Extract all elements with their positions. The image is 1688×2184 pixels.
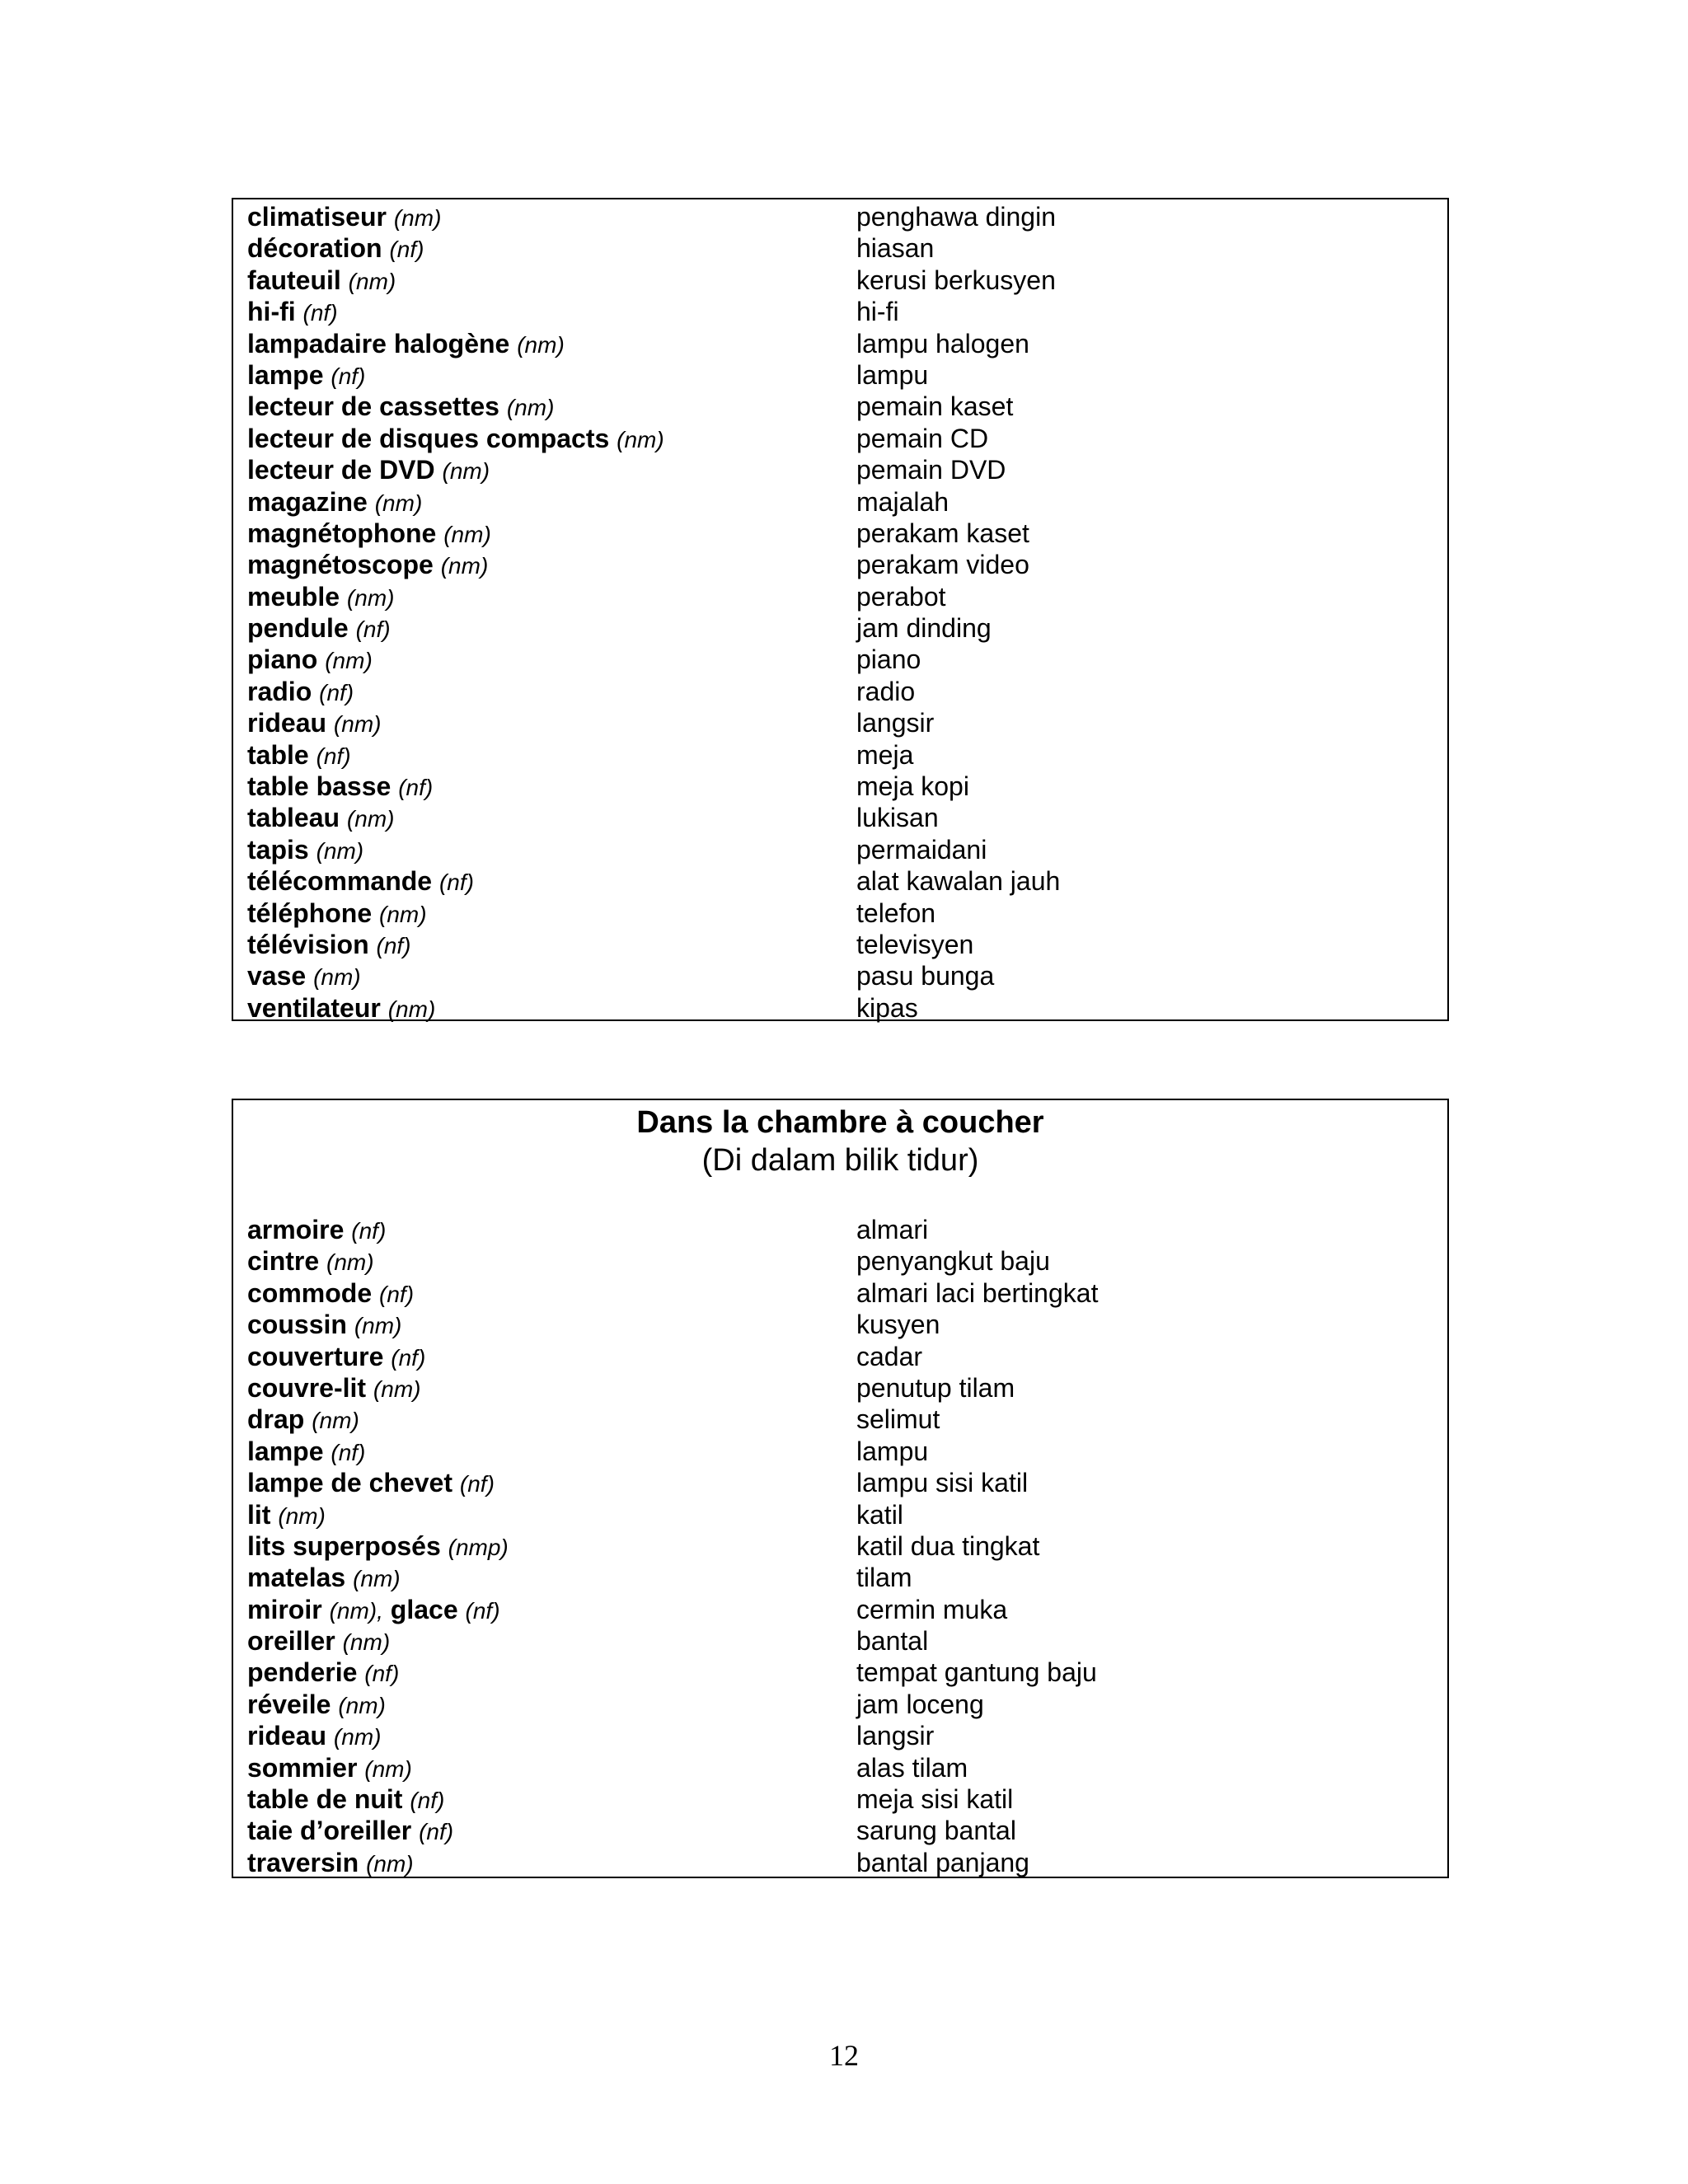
malay-translation: jam loceng [856, 1689, 984, 1719]
french-word: tapis [247, 834, 309, 865]
french-word: tableau [247, 803, 340, 833]
french-word: magnétoscope [247, 550, 434, 580]
french-word: rideau [247, 708, 327, 738]
part-of-speech: (nf) [419, 1819, 454, 1845]
malay-translation: majalah [856, 486, 950, 517]
part-of-speech: (nm) [348, 268, 396, 294]
french-term [247, 1341, 425, 1374]
part-of-speech: (nm) [346, 806, 395, 832]
french-term [247, 201, 441, 234]
vocabulary-row [233, 1341, 1447, 1372]
vocabulary-row [233, 1467, 1447, 1498]
french-word: fauteuil [247, 265, 341, 295]
french-term [247, 1815, 453, 1848]
french-word: couvre-lit [247, 1372, 367, 1403]
malay-translation: telefon [856, 898, 936, 928]
french-term [247, 232, 424, 265]
malay-translation: kerusi berkusyen [856, 265, 1056, 295]
malay-translation: penghawa dingin [856, 202, 1056, 232]
malay-translation: penyangkut baju [856, 1246, 1050, 1277]
vocabulary-row [233, 232, 1447, 264]
malay-translation: tempat gantung baju [856, 1657, 1097, 1688]
malay-translation: pemain kaset [856, 391, 1014, 422]
malay-translation: langsir [856, 1721, 935, 1751]
french-word: vase [247, 961, 307, 991]
part-of-speech: (nm) [326, 1249, 374, 1276]
vocabulary-row [233, 328, 1447, 359]
part-of-speech: (nm), [329, 1597, 383, 1624]
french-term [247, 739, 351, 772]
vocabulary-row [233, 1245, 1447, 1277]
vocabulary-row [233, 1214, 1447, 1245]
malay-translation: katil [856, 1499, 903, 1530]
french-word: table [247, 739, 309, 770]
malay-translation: perabot [856, 581, 946, 612]
vocabulary-rows [233, 201, 1447, 1024]
vocabulary-row [233, 265, 1447, 296]
french-term [247, 581, 394, 614]
french-word: cintre [247, 1246, 320, 1277]
vocabulary-row [233, 391, 1447, 422]
french-word: réveile [247, 1689, 331, 1719]
french-word: télévision [247, 929, 369, 959]
malay-translation: permaidani [856, 834, 987, 865]
part-of-speech: (nm) [364, 1755, 412, 1782]
french-word: radio [247, 676, 312, 706]
malay-translation: lukisan [856, 803, 939, 833]
vocabulary-row [233, 359, 1447, 391]
vocabulary-row [233, 518, 1447, 549]
french-word: oreiller [247, 1626, 335, 1657]
vocabulary-row [233, 1783, 1447, 1815]
malay-translation: almari [856, 1215, 929, 1244]
french-term [247, 1436, 365, 1469]
page-number: 12 [829, 2039, 859, 2072]
part-of-speech: (nm) [440, 553, 489, 579]
french-term [247, 1309, 401, 1342]
french-term [247, 1594, 500, 1627]
malay-translation: meja [856, 739, 914, 770]
vocabulary-row [233, 771, 1447, 802]
part-of-speech: (nf) [319, 679, 354, 705]
french-word: table basse [247, 771, 392, 802]
part-of-speech: (nm) [313, 964, 361, 991]
vocabulary-row [233, 802, 1447, 833]
french-term [247, 802, 394, 835]
french-word: lampadaire halogène [247, 328, 510, 359]
part-of-speech: (nm) [333, 711, 382, 738]
part-of-speech: (nf) [331, 363, 366, 389]
malay-translation: lampu sisi katil [856, 1468, 1029, 1498]
part-of-speech: (nf) [410, 1788, 445, 1814]
part-of-speech: (nm) [379, 901, 427, 927]
french-word: coussin [247, 1310, 347, 1340]
vocabulary-row [233, 1657, 1447, 1688]
french-term [247, 644, 373, 677]
french-term [247, 898, 427, 930]
malay-translation: pasu bunga [856, 961, 995, 991]
part-of-speech: (nm) [393, 205, 442, 231]
part-of-speech: (nf) [351, 1218, 387, 1244]
french-term [247, 1562, 401, 1595]
french-term [247, 612, 391, 645]
vocabulary-row [233, 1689, 1447, 1720]
part-of-speech: (nf) [389, 237, 424, 263]
malay-translation: piano [856, 644, 921, 675]
french-word: ventilateur [247, 992, 381, 1023]
part-of-speech: (nm) [443, 521, 491, 547]
french-term [247, 929, 411, 962]
french-word: matelas [247, 1563, 346, 1593]
vocabulary-row [233, 676, 1447, 707]
french-word: armoire [247, 1215, 345, 1244]
malay-translation: alas tilam [856, 1752, 968, 1783]
malay-translation: kusyen [856, 1310, 940, 1340]
part-of-speech: (nm) [316, 837, 364, 864]
part-of-speech: (nm) [312, 1408, 359, 1434]
french-term [247, 454, 490, 487]
french-word: lecteur de cassettes [247, 391, 499, 422]
part-of-speech: (nm) [353, 1566, 401, 1592]
vocabulary-row [233, 898, 1447, 929]
french-word: décoration [247, 233, 382, 264]
part-of-speech: (nf) [364, 1661, 400, 1687]
part-of-speech: (nm) [338, 1692, 386, 1718]
part-of-speech: (nm) [387, 996, 436, 1022]
vocabulary-row [233, 707, 1447, 738]
vocabulary-row [233, 1594, 1447, 1625]
vocabulary-row [233, 1436, 1447, 1467]
part-of-speech: (nf) [398, 775, 434, 801]
french-word: drap [247, 1404, 305, 1435]
vocabulary-row [233, 1752, 1447, 1783]
french-term [247, 1847, 414, 1880]
french-word: penderie [247, 1657, 358, 1688]
vocabulary-row [233, 1847, 1447, 1878]
french-term [247, 1372, 420, 1405]
malay-translation: pemain CD [856, 423, 989, 453]
french-term [247, 391, 554, 424]
malay-translation: perakam video [856, 550, 1029, 580]
vocabulary-row [233, 1404, 1447, 1435]
part-of-speech: (nm) [366, 1850, 414, 1877]
french-word: rideau [247, 1721, 327, 1751]
malay-translation: alat kawalan jauh [856, 866, 1061, 897]
french-term [247, 1689, 386, 1722]
malay-translation: televisyen [856, 929, 974, 959]
french-term [247, 1467, 495, 1500]
french-word: table de nuit [247, 1784, 403, 1815]
malay-translation: hi-fi [856, 297, 899, 327]
part-of-speech: (nm) [333, 1724, 382, 1750]
malay-translation: tilam [856, 1563, 912, 1593]
part-of-speech: (nf) [465, 1597, 500, 1624]
french-term [247, 486, 422, 519]
malay-translation: cermin muka [856, 1594, 1008, 1624]
french-word: sommier [247, 1752, 358, 1783]
french-term [247, 1277, 414, 1310]
vocabulary-row [233, 960, 1447, 991]
french-term [247, 992, 435, 1025]
part-of-speech: (nm) [325, 648, 373, 674]
malay-translation: bantal panjang [856, 1847, 1029, 1877]
part-of-speech: (nm) [506, 395, 555, 421]
french-term [247, 771, 433, 804]
french-word: magazine [247, 486, 368, 517]
part-of-speech: (nf) [459, 1471, 495, 1497]
malay-translation: kipas [856, 992, 918, 1023]
vocabulary-row [233, 1530, 1447, 1562]
french-word: traversin [247, 1847, 359, 1877]
french-word: lecteur de DVD [247, 455, 435, 485]
malay-translation: lampu [856, 1436, 929, 1466]
french-word: lits superposés [247, 1530, 441, 1561]
french-term [247, 1783, 444, 1816]
french-term [247, 1752, 412, 1785]
malay-translation: perakam kaset [856, 518, 1029, 548]
french-term [247, 1720, 381, 1753]
french-term [247, 1657, 399, 1690]
french-term [247, 328, 565, 361]
vocabulary-row [233, 201, 1447, 232]
french-word: taie d’oreiller [247, 1816, 412, 1846]
vocabulary-row [233, 296, 1447, 327]
french-term [247, 296, 338, 329]
part-of-speech: (nm) [374, 490, 423, 516]
vocabulary-rows [233, 1214, 1447, 1878]
french-word: lit [247, 1499, 271, 1530]
malay-translation: penutup tilam [856, 1372, 1015, 1403]
french-word: meuble [247, 581, 340, 612]
vocabulary-row [233, 1720, 1447, 1751]
vocabulary-row [233, 1625, 1447, 1657]
french-word: pendule [247, 613, 349, 644]
malay-translation: meja kopi [856, 771, 969, 802]
part-of-speech: (nm) [517, 331, 565, 358]
french-word: commode [247, 1277, 373, 1308]
vocabulary-row [233, 1372, 1447, 1404]
vocabulary-row [233, 865, 1447, 897]
vocabulary-row [233, 1309, 1447, 1340]
malay-translation: hiasan [856, 233, 935, 264]
french-term [247, 1530, 509, 1563]
part-of-speech: (nm) [342, 1629, 391, 1656]
part-of-speech: (nm) [373, 1376, 421, 1402]
malay-translation: almari laci bertingkat [856, 1277, 1099, 1308]
malay-translation: pemain DVD [856, 455, 1006, 485]
french-term [247, 518, 491, 551]
part-of-speech: (nf) [316, 743, 351, 769]
malay-translation: radio [856, 676, 916, 706]
french-term [247, 707, 381, 740]
vocabulary-row [233, 834, 1447, 865]
part-of-speech: (nf) [438, 869, 474, 896]
french-word: miroir [247, 1594, 322, 1624]
part-of-speech: (nm) [278, 1502, 326, 1529]
part-of-speech: (nm) [346, 584, 395, 611]
vocabulary-row [233, 581, 1447, 612]
french-word: piano [247, 644, 318, 675]
vocabulary-row [233, 1277, 1447, 1309]
vocabulary-row [233, 1562, 1447, 1593]
french-word: magnétophone [247, 518, 437, 548]
part-of-speech: (nf) [391, 1344, 426, 1371]
malay-translation: selimut [856, 1404, 940, 1435]
part-of-speech: (nm) [354, 1313, 402, 1339]
vocabulary-row [233, 644, 1447, 675]
french-word: téléphone [247, 898, 373, 928]
french-word: climatiseur [247, 202, 387, 232]
french-term [247, 834, 363, 867]
french-word: lecteur de disques compacts [247, 423, 610, 453]
malay-translation: sarung bantal [856, 1816, 1016, 1846]
french-term [247, 1404, 359, 1436]
part-of-speech: (nf) [355, 616, 391, 643]
part-of-speech: (nm) [617, 426, 664, 452]
part-of-speech: (nf) [302, 300, 338, 326]
french-term [247, 359, 365, 392]
vocabulary-row [233, 1499, 1447, 1530]
malay-translation: katil dua tingkat [856, 1530, 1040, 1561]
french-term [247, 423, 664, 456]
malay-translation: jam dinding [856, 613, 992, 644]
french-term [247, 1245, 374, 1278]
part-of-speech: (nm) [442, 458, 490, 485]
french-term [247, 676, 354, 709]
french-word: télécommande [247, 866, 433, 897]
malay-translation: bantal [856, 1626, 929, 1657]
french-word: lampe de chevet [247, 1468, 452, 1498]
french-word: glace [390, 1594, 458, 1624]
french-term [247, 960, 361, 993]
vocabulary-row [233, 739, 1447, 771]
french-term [247, 865, 474, 898]
french-word: hi-fi [247, 297, 296, 327]
french-term [247, 1499, 326, 1532]
vocabulary-row [233, 486, 1447, 518]
vocabulary-row [233, 612, 1447, 644]
malay-translation: cadar [856, 1341, 923, 1371]
french-word: lampe [247, 1436, 324, 1466]
section-subheading: (Di dalam bilik tidur) [701, 1143, 979, 1178]
french-term [247, 265, 396, 298]
vocabulary-row [233, 1815, 1447, 1846]
french-term [247, 1214, 386, 1247]
part-of-speech: (nf) [376, 932, 411, 958]
french-term [247, 549, 488, 582]
part-of-speech: (nmp) [448, 1534, 509, 1560]
french-word: lampe [247, 359, 324, 390]
part-of-speech: (nf) [379, 1281, 415, 1307]
bedroom-vocabulary-table [232, 1099, 1449, 1878]
french-word: couverture [247, 1341, 384, 1371]
malay-translation: langsir [856, 708, 935, 738]
malay-translation: lampu halogen [856, 328, 1029, 359]
living-room-vocabulary-table [232, 198, 1449, 1021]
vocabulary-row [233, 929, 1447, 960]
malay-translation: meja sisi katil [856, 1784, 1014, 1815]
french-term [247, 1625, 390, 1658]
vocabulary-row [233, 423, 1447, 454]
vocabulary-row [233, 992, 1447, 1024]
vocabulary-row [233, 549, 1447, 580]
vocabulary-row [233, 454, 1447, 485]
section-heading: Dans la chambre à coucher [636, 1105, 1044, 1140]
malay-translation: lampu [856, 359, 929, 390]
part-of-speech: (nf) [331, 1439, 366, 1465]
